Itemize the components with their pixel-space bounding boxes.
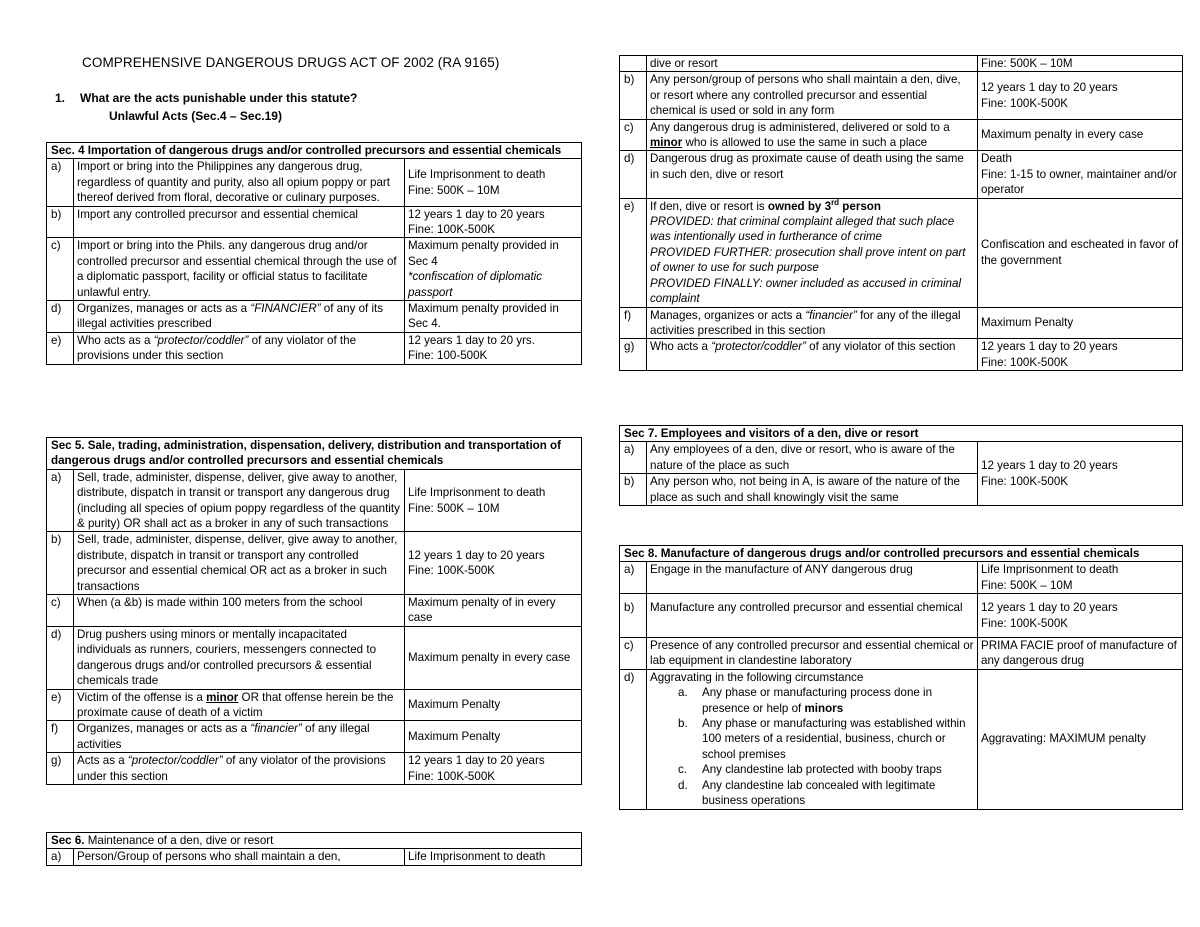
emphasis: “FINANCIER” xyxy=(250,302,321,316)
row-penalty xyxy=(978,594,1183,638)
aggravating-list xyxy=(650,685,974,808)
row-label: d) xyxy=(47,626,74,689)
sec4-header: Sec. 4 Importation of dangerous drugs and/or controlled precursors and essential chemicals xyxy=(47,143,582,159)
penalty-line: Fine: 100K-500K xyxy=(408,564,496,578)
penalty-line: Fine: 500K – 10M xyxy=(981,578,1073,592)
row-act: When (a &b) is made within 100 meters from the school xyxy=(74,595,405,627)
row-penalty xyxy=(405,238,582,301)
row-label: c) xyxy=(620,119,647,151)
text: Victim of the offense is a xyxy=(77,690,207,704)
list-marker: b. xyxy=(678,717,688,731)
row-label: c) xyxy=(620,638,647,670)
row-act xyxy=(647,198,978,307)
list-item xyxy=(678,778,974,809)
row-penalty: Confiscation and escheated in favor of the government xyxy=(978,198,1183,307)
page-title: COMPREHENSIVE DANGEROUS DRUGS ACT OF 2002 (RA 9165) xyxy=(82,55,500,70)
row-penalty xyxy=(978,339,1183,371)
text: of any violator of this section xyxy=(805,340,956,354)
row-penalty: Maximum penalty of in every case xyxy=(405,595,582,627)
row-act: Drug pushers using minors or mentally incapacitated individuals as runners, couriers, messengers connected to dangerous drugs and/or controlled precursors & essential chemicals trade xyxy=(74,626,405,689)
penalty-line: Fine: 100K-500K xyxy=(981,474,1069,488)
emphasis: person xyxy=(839,199,881,213)
table-row xyxy=(620,339,1183,371)
text: OR that offense herein be the proximate cause of death of a victim xyxy=(77,690,394,719)
penalty-line: 12 years 1 day to 20 years xyxy=(408,548,545,562)
list-marker: c. xyxy=(678,763,688,777)
row-penalty xyxy=(405,206,582,238)
table-row xyxy=(47,595,582,627)
text: Any clandestine lab concealed with legitimate business operations xyxy=(702,778,936,808)
penalty-line: Maximum penalty provided in Sec 4 xyxy=(408,239,559,268)
penalty-line: Life Imprisonment to death xyxy=(981,563,1119,577)
emphasis: owned by 3 xyxy=(767,199,832,213)
row-label: f) xyxy=(620,307,647,339)
text: Any dangerous drug is administered, delivered or sold to a xyxy=(650,120,950,134)
row-penalty: Maximum Penalty xyxy=(405,721,582,753)
table-row xyxy=(47,301,582,333)
row-label xyxy=(620,56,647,72)
row-act xyxy=(647,119,978,151)
penalty-line: Fine: 100K-500K xyxy=(981,355,1069,369)
sec5-header: Sec 5. Sale, trading, administration, dispensation, delivery, distribution and transportation of dangerous drugs and/or controlled precursors and essential chemicals xyxy=(47,438,582,470)
row-label: e) xyxy=(47,332,74,364)
row-label: b) xyxy=(620,72,647,119)
row-penalty xyxy=(978,562,1183,594)
sec6-continued-table xyxy=(619,55,1183,371)
row-label: b) xyxy=(47,206,74,238)
list-item xyxy=(678,716,974,762)
text: Manages, organizes or acts a xyxy=(650,308,806,322)
penalty-line: 12 years 1 day to 20 years xyxy=(981,601,1118,615)
table-row xyxy=(620,119,1183,151)
aggravating-intro: Aggravating in the following circumstance xyxy=(650,670,864,684)
penalty-line: Fine: 100-500K xyxy=(408,349,488,363)
sec6-header xyxy=(47,833,582,849)
penalty-line: Life Imprisonment to death xyxy=(408,168,546,182)
row-act xyxy=(74,332,405,364)
list-item xyxy=(678,762,974,777)
text: Who acts a xyxy=(650,340,712,354)
row-act: Person/Group of persons who shall maintain a den, xyxy=(74,849,405,865)
penalty-line: Fine: 100K-500K xyxy=(408,223,496,237)
sec4-table xyxy=(46,142,582,365)
row-act: Import or bring into the Phils. any dangerous drug and/or controlled precursor and essential chemical through the use of a diplomatic passport, facility or official status to facilitate unlawful entry. xyxy=(74,238,405,301)
table-row xyxy=(47,626,582,689)
sec5-table xyxy=(46,437,582,785)
row-label: c) xyxy=(47,238,74,301)
text: for any of the illegal activities prescribed in this section xyxy=(650,308,961,337)
row-act xyxy=(74,689,405,721)
row-act xyxy=(74,301,405,333)
row-act xyxy=(647,669,978,809)
text: who is allowed to use the same in such a place xyxy=(682,136,928,150)
row-label: d) xyxy=(620,151,647,198)
table-row xyxy=(620,638,1183,670)
row-label: f) xyxy=(47,721,74,753)
sec8-header: Sec 8. Manufacture of dangerous drugs and/or controlled precursors and essential chemicals xyxy=(620,546,1183,562)
table-row xyxy=(620,198,1183,307)
penalty-line: Fine: 500K – 10M xyxy=(408,501,500,515)
list-marker: d. xyxy=(678,778,688,792)
question-text: What are the acts punishable under this statute? xyxy=(80,91,358,105)
emphasis: “financier” xyxy=(250,722,302,736)
question-number: 1. xyxy=(55,91,66,105)
row-penalty: Fine: 500K – 10M xyxy=(978,56,1183,72)
list-item xyxy=(678,685,974,716)
emphasis: “protector/coddler” xyxy=(127,754,223,768)
table-row xyxy=(47,159,582,206)
penalty-line: Fine: 100K-500K xyxy=(408,769,496,783)
row-label: a) xyxy=(620,442,647,474)
table-row xyxy=(47,532,582,595)
row-penalty: Maximum Penalty xyxy=(405,689,582,721)
text: of any illegal activities xyxy=(77,722,370,751)
table-row xyxy=(620,56,1183,72)
emphasis: minors xyxy=(804,701,844,715)
superscript: rd xyxy=(831,197,840,207)
row-label: d) xyxy=(47,301,74,333)
row-penalty: Maximum penalty in every case xyxy=(405,626,582,689)
emphasis: “protector/coddler” xyxy=(153,333,249,347)
sec6-number: Sec 6. xyxy=(51,834,85,847)
row-penalty xyxy=(405,753,582,785)
text: of any violator of the provisions under this section xyxy=(77,754,386,783)
row-act: Manufacture any controlled precursor and essential chemical xyxy=(647,594,978,638)
row-act: Any person who, not being in A, is aware of the nature of the place as such and shall knowingly visit the same xyxy=(647,474,978,506)
text: Any phase or manufacturing was established within 100 meters of a residential, business, church or school premises xyxy=(702,717,966,761)
row-penalty xyxy=(405,469,582,532)
row-penalty xyxy=(978,72,1183,119)
text: Organizes, manages or acts as a xyxy=(77,302,251,316)
row-act: Any employees of a den, dive or resort, who is aware of the nature of the place as such xyxy=(647,442,978,474)
row-penalty xyxy=(978,442,1183,506)
text: of any violator of the provisions under this section xyxy=(77,333,357,363)
penalty-line: Fine: 100K-500K xyxy=(981,616,1069,630)
row-act: Import any controlled precursor and essential chemical xyxy=(74,206,405,238)
row-label: b) xyxy=(47,532,74,595)
sec6-title: Maintenance of a den, dive or resort xyxy=(84,834,274,847)
table-row xyxy=(47,849,582,865)
table-row xyxy=(620,594,1183,638)
list-marker: a. xyxy=(678,686,688,700)
text: Organizes, manages or acts as a xyxy=(77,722,251,736)
table-row xyxy=(620,669,1183,809)
text: of any of its illegal activities prescribed xyxy=(77,302,384,331)
row-penalty: Life Imprisonment to death xyxy=(405,849,582,865)
row-act: Engage in the manufacture of ANY dangerous drug xyxy=(647,562,978,594)
table-row xyxy=(47,689,582,721)
row-label: d) xyxy=(620,669,647,809)
row-penalty xyxy=(978,151,1183,198)
sec6-table xyxy=(46,832,582,866)
proviso: PROVIDED FINALLY: owner included as accused in criminal complaint xyxy=(650,276,962,306)
table-row xyxy=(47,332,582,364)
row-act xyxy=(74,753,405,785)
row-act: Sell, trade, administer, dispense, deliver, give away to another, distribute, dispatch in transit or transport any dangerous drug (including all species of opium poppy regardless of the quantity & purity) OR shall act as a broker in any of such transactions xyxy=(74,469,405,532)
row-label: e) xyxy=(47,689,74,721)
penalty-line: Death xyxy=(981,152,1012,166)
text: Acts as a xyxy=(77,754,128,768)
row-penalty: Maximum penalty in every case xyxy=(978,119,1183,151)
row-act xyxy=(647,307,978,339)
row-penalty: Maximum penalty provided in Sec 4. xyxy=(405,301,582,333)
row-label: a) xyxy=(47,849,74,865)
emphasis: “protector/coddler” xyxy=(711,340,806,354)
row-penalty xyxy=(405,332,582,364)
row-penalty xyxy=(405,159,582,206)
penalty-line: Fine: 100K-500K xyxy=(981,96,1069,110)
row-penalty: Aggravating: MAXIMUM penalty xyxy=(978,669,1183,809)
row-act: dive or resort xyxy=(647,56,978,72)
penalty-line: 12 years 1 day to 20 years xyxy=(981,459,1118,473)
row-act xyxy=(74,721,405,753)
row-penalty xyxy=(405,532,582,595)
row-label: b) xyxy=(620,594,647,638)
row-label: g) xyxy=(47,753,74,785)
penalty-line: 12 years 1 day to 20 years xyxy=(981,81,1118,95)
sec8-table xyxy=(619,545,1183,810)
row-act: Sell, trade, administer, dispense, deliver, give away to another, distribute, dispatch in transit or transport any controlled precursor and essential chemical OR act as a broker in such transactions xyxy=(74,532,405,595)
sec7-table xyxy=(619,425,1183,506)
row-label: a) xyxy=(620,562,647,594)
row-act: Dangerous drug as proximate cause of death using the same in such den, dive or resort xyxy=(647,151,978,198)
row-label: e) xyxy=(620,198,647,307)
penalty-line: Life Imprisonment to death xyxy=(408,486,546,500)
table-row xyxy=(620,442,1183,474)
penalty-line: 12 years 1 day to 20 years xyxy=(408,754,545,768)
text: Any phase or manufacturing process done in presence or help of xyxy=(702,686,933,715)
penalty-line: 12 years 1 day to 20 yrs. xyxy=(408,333,535,347)
row-label: a) xyxy=(47,469,74,532)
row-penalty: PRIMA FACIE proof of manufacture of any dangerous drug xyxy=(978,638,1183,670)
table-row xyxy=(620,307,1183,339)
penalty-line: 12 years 1 day to 20 years xyxy=(981,340,1118,354)
row-act xyxy=(647,339,978,371)
text: Who acts as a xyxy=(77,333,154,347)
row-penalty: Maximum Penalty xyxy=(978,307,1183,339)
proviso: PROVIDED FURTHER: prosecution shall prove intent on part of owner to use for such purpose xyxy=(650,245,966,275)
row-act: Presence of any controlled precursor and essential chemical or lab equipment in clandestine laboratory xyxy=(647,638,978,670)
row-label: c) xyxy=(47,595,74,627)
table-row xyxy=(620,562,1183,594)
table-row xyxy=(620,72,1183,119)
table-row xyxy=(47,721,582,753)
row-act: Import or bring into the Philippines any dangerous drug, regardless of quantity and purity, also all opium poppy or part thereof derived from floral, decorative or culinary purposes. xyxy=(74,159,405,206)
emphasis: minor xyxy=(650,136,683,150)
text: If den, dive or resort is xyxy=(650,199,768,213)
emphasis: minor xyxy=(206,690,239,704)
row-label: g) xyxy=(620,339,647,371)
table-row xyxy=(47,206,582,238)
table-row xyxy=(620,151,1183,198)
question-subtitle: Unlawful Acts (Sec.4 – Sec.19) xyxy=(109,109,282,123)
text: Any clandestine lab protected with booby traps xyxy=(702,763,942,777)
row-label: a) xyxy=(47,159,74,206)
sec7-header: Sec 7. Employees and visitors of a den, dive or resort xyxy=(620,426,1183,442)
penalty-line: 12 years 1 day to 20 years xyxy=(408,207,545,221)
table-row xyxy=(47,238,582,301)
row-label: b) xyxy=(620,474,647,506)
penalty-note: *confiscation of diplomatic passport xyxy=(408,270,543,299)
row-act: Any person/group of persons who shall maintain a den, dive, or resort where any controlled precursor and essential chemical is used or sold in any form xyxy=(647,72,978,119)
penalty-line: Fine: 500K – 10M xyxy=(408,183,500,197)
emphasis: “financier” xyxy=(805,308,857,322)
table-row xyxy=(47,753,582,785)
question xyxy=(55,91,357,105)
proviso: PROVIDED: that criminal complaint alleged that such place was intentionally used in furtherance of crime xyxy=(650,215,955,244)
penalty-line: Fine: 1-15 to owner, maintainer and/or operator xyxy=(981,167,1177,197)
table-row xyxy=(47,469,582,532)
